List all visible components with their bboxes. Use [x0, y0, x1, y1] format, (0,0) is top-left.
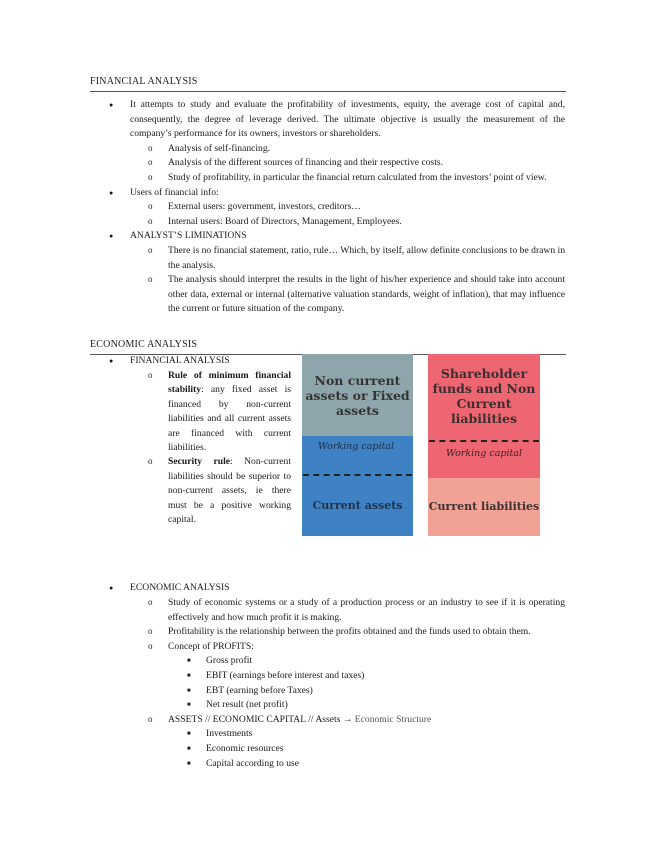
- section-heading-financial-analysis: FINANCIAL ANALYSIS: [90, 75, 566, 92]
- sub-list: [168, 142, 565, 186]
- profits-list: [206, 654, 565, 712]
- list-item: ● ANALYST’S LIMINATIONS o There is no financial statement, ratio, rule… Which, by itself, allow definite conclusions to be drawn in the analysis. o The analysis should interpret the results in the light of his/her experience and should take into account other data, external or internal (alternative valuation standards, weight of inflation), that may influence the current or future situation of the company.: [130, 229, 565, 317]
- list-item: ■ EBIT (earnings before interest and taxes): [206, 669, 565, 684]
- rules-list: [168, 369, 291, 527]
- list-item: o Analysis of the different sources of financing and their respective costs.: [168, 156, 565, 171]
- list-item: o External users: government, investors, creditors…: [168, 200, 565, 215]
- sub-list: [168, 200, 565, 229]
- current-assets-label: Current assets: [312, 499, 403, 512]
- divider-line: [303, 474, 412, 476]
- list-item: o Internal users: Board of Directors, Management, Employees.: [168, 215, 565, 230]
- list-item: ● It attempts to study and evaluate the profitability of investments, equity, the average cost of capital and, consequently, the degree of leverage derived. The ultimate objective is usually the measurement of the company’s performance for its owners, investors or shareholders. o Analysis of self-financing. o Analysis of the different sources of financing and their respective costs. o Study of profitability, in particular the financial return calculated from the investors’ point of view.: [130, 98, 565, 186]
- current-liabilities-box: Current liabilities: [428, 478, 540, 536]
- sub-list: [168, 244, 565, 317]
- list-item: ■ Net result (net profit): [206, 698, 565, 713]
- assets-list: [206, 727, 565, 771]
- list-item: o Rule of minimum financial stability: any fixed asset is financed by non-current liabilities and all current assets are financed with current liabilities.: [168, 369, 291, 455]
- divider-line: [429, 440, 539, 442]
- list-item: o Analysis of self-financing.: [168, 142, 565, 157]
- section-heading-economic-analysis: ECONOMIC ANALYSIS: [90, 338, 566, 355]
- financial-analysis-list: [130, 98, 565, 317]
- list-item: o Security rule: Non-current liabilities should be superior to non-current assets, ie there must be a positive working capital.: [168, 455, 291, 527]
- list-item: o Profitability is the relationship between the profits obtained and the funds used to obtain them.: [168, 625, 565, 640]
- list-item: ■ Capital according to use: [206, 757, 565, 772]
- financial-analysis-bullet: ● FINANCIAL ANALYSIS: [130, 354, 230, 369]
- shareholder-funds-box: Shareholder funds and Non Current liabilities: [428, 354, 540, 438]
- economic-analysis-list: [168, 596, 565, 771]
- list-item: o Study of economic systems or a study of a production process or an industry to see if it is operating effectively and how much profit it is making.: [168, 596, 565, 625]
- list-item: o ASSETS // ECONOMIC CAPITAL // Assets → Economic Structure ■ Investments ■ Economic resources ■ Capital according to use: [168, 713, 565, 771]
- working-capital-label-right: Working capital: [445, 448, 523, 459]
- economic-analysis-bullet: ● ECONOMIC ANALYSIS: [130, 581, 230, 596]
- working-capital-label-left: Working capital: [317, 441, 395, 452]
- list-item: ■ Economic resources: [206, 742, 565, 757]
- list-item: ● Users of financial info: o External users: government, investors, creditors… o Internal users: Board of Directors, Management, Employees.: [130, 186, 565, 230]
- list-item: o The analysis should interpret the results in the light of his/her experience and should take into account other data, external or internal (alternative valuation standards, weight of inflation), that may influence the current or future situation of the company.: [168, 273, 565, 317]
- list-item: o Concept of PROFITS: ■ Gross profit ■ EBIT (earnings before interest and taxes) ■ EBT (earning before Taxes) ■ Net result (net profit): [168, 640, 565, 713]
- list-item: o There is no financial statement, ratio, rule… Which, by itself, allow definite conclusions to be drawn in the analysis.: [168, 244, 565, 273]
- list-item: ■ Investments: [206, 727, 565, 742]
- non-current-assets-box: Non current assets or Fixed assets: [302, 354, 413, 436]
- list-item: ■ EBT (earning before Taxes): [206, 684, 565, 699]
- list-item: o Study of profitability, in particular the financial return calculated from the investors’ point of view.: [168, 171, 565, 186]
- list-item: ■ Gross profit: [206, 654, 565, 669]
